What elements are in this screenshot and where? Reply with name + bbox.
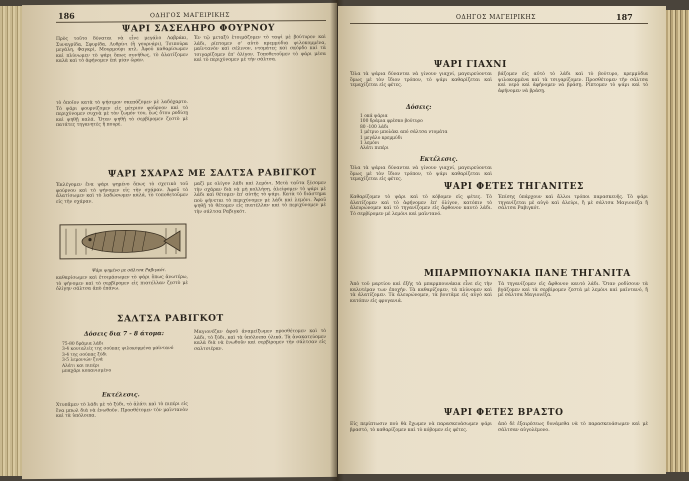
section-title: ΜΠΑΡΜΠΟΥΝΑΚΙΑ ΠΑΝΕ ΤΗΓΑΝΙΤΑ <box>424 269 631 279</box>
ingredient-item: Αλάτι πιπέρι <box>360 146 389 152</box>
ingredient-item: 1 οκά ψάρια <box>360 114 388 119</box>
text-column: Ὅλα τὰ ψάρια δύνανται νὰ γίνουν γιαχνί, μαγειρεύονται ὅμως μὲ τὸν ἴδιον τρόπον, τὸ ψάρι καθαρίζεται καὶ τεμαχίζεται εἰς φέτες. <box>350 72 492 89</box>
text-column: Πρὸς τοῦτο δύναται νὰ εἶνε μεγάλο Λαβράκι, Συναγρίδα, Σφυρίδα, Λυθρίνι (ἢ γουρνάρι), Τσιπούρα μεγάλη, Φαγκρί, Μουρμούρι κτλ. Ἀφοῦ καθαρίσωμεν καὶ πλύνωμεν τὸ ψάρι ὅπως συνήθως, τὸ ἁλατίζομεν καλὰ καὶ τὸ ἀφήνομεν ἐπὶ μίαν ὥραν. <box>56 35 188 65</box>
text-column: Καθαρίζομεν τὸ ψάρι καὶ τὸ κόβομεν εἰς φέτες. Τὸ ἁλατίζομεν καὶ τὸ ἀφήνομεν ἐπ' ὀλίγον, κατόπιν τὸ ἀλευρώνομεν καὶ τὸ τηγανίζομεν εἰς ἄφθονον καυτὸ λάδι. Τὸ σερβίρομεν μὲ λεμόνι καὶ μαϊντανό. <box>350 195 492 217</box>
section-title: ΨΑΡΙ ΦΕΤΕΣ ΒΡΑΣΤΟ <box>444 408 564 418</box>
ingredients-list <box>62 341 173 374</box>
text-column: τὸ ὁποῖον κατὰ τὸ ψήσιμον σκεπάζομεν μὲ λαδόχαρτο. Τὸ ψάρι φουρνίζομεν εἰς μέτριον φοῦρνον καὶ τὸ περιχύνομεν συχνὰ μὲ τὸν ζωμόν του, ἕως ὅτου ροδίσῃ καὶ ψηθῇ καλά. Ὅταν ψηθῇ τὸ σερβίρομεν ζεστὸ μὲ πατάτες τηγανητὲς ἢ πουρέ. <box>56 99 188 129</box>
ingredient-item: 3-4 κουταλιές της σούπας ψιλοκομμένα μαϊντανό <box>62 346 174 353</box>
ingredient-item: Αλάτι και πιπέρι <box>62 363 100 369</box>
text-column: Ὅλα τὰ ψάρια δύνανται νὰ γίνουν γιαχνί, μαγειρεύονται ὅμως μὲ τὸν ἴδιον τρόπον, τὸ ψάρι καθαρίζεται καὶ τεμαχίζεται εἰς φέτες. <box>350 166 492 183</box>
section-title: ΣΑΛΤΣΑ ΡΑΒΙΓΚΟΤ <box>117 313 224 325</box>
portions-subtitle: Δόσεις: <box>406 104 432 111</box>
ingredient-item: 1 μεγάλο κρεμμύδι <box>360 135 403 141</box>
left-page <box>22 3 337 479</box>
left-running-header: ΟΔΗΓΟΣ ΜΑΓΕΙΡΙΚΗΣ <box>150 11 230 20</box>
left-page-number: 186 <box>58 10 75 21</box>
ingredient-item: 1 λεμόνι <box>360 141 380 147</box>
ingredient-item: 100 δράμια φρέσκο βούτυρο <box>360 119 423 125</box>
ingredient-item: 1 μέτριο μπολάκι από σάλτσα ντομάτα <box>360 130 448 136</box>
text-column: Ἐκλέγομεν ἕνα ψάρι ψημένο ὅπως τὸ σχετικὸ τοῦ φούρνου καὶ τὸ ψήνομεν εἰς τὴν σχάραν. Ἀφοῦ τὸ ἁλατίσωμεν καὶ τὸ λαδώσωμεν καλά, τὸ τοποθετοῦμεν εἰς τὴν σχάραν. <box>56 181 188 205</box>
ingredient-item: 3-4 της σούπας ξύδι <box>62 352 107 358</box>
ingredient-item: μπαχάρι κοπανισμένο <box>62 368 112 374</box>
portions-subtitle: Δόσεις δια 7 - 8 άτομα: <box>84 330 164 338</box>
text-column: Τὰ τηγανίζομεν εἰς ἄφθονον καυτὸ λάδι. Ὅταν ροδίσουν τὰ βγάζομεν καὶ τὰ σερβίρομεν ζεστὰ μὲ λεμόνι καὶ μαϊντανό, ἢ μὲ σάλτσα Μαγιονέζα. <box>498 282 648 299</box>
book-page-edges-right <box>666 10 689 472</box>
text-column: μαζὶ με ολίγον λάδι καὶ λεμόνι. Μετὰ ταῦτα ξέσομεν τὴν σχάραν διὰ νὰ μὴ κολλήσῃ, ἀλείφομεν τὸ ψάρι μὲ λάδι καὶ θέτομεν ἐπ' αὐτῆς τὸ ψάρι. Κατὰ τὸ διάστημα ποὺ ψήνεται τὸ περιχύνομεν μὲ λάδι καὶ λεμόνι. Ἀφοῦ ψηθῇ τὸ θέτομεν εἰς πιατέλλαν καὶ τὸ περιχύνομεν μὲ τὴν σάλτσα Ραβιγκότ. <box>194 180 326 215</box>
text-column: ἀπὸ δὲ ἐξαιρέσεως δυνάμεθα νὰ τὸ παρασκευάσωμεν καὶ μὲ σάλτσαν αὐγολέμονο. <box>498 422 648 433</box>
text-column: Χτυπᾶμεν τὸ λάδι μὲ τὸ ξύδι, τὸ ἁλάτι καὶ τὸ πιπέρι εἰς ἕνα μπωλ διὰ νὰ ἑνωθοῦν. Προσθέτομεν τὸν μαϊντανὸν καὶ τὰ ὑπόλοιπα. <box>56 401 188 420</box>
right-running-header: ΟΔΗΓΟΣ ΜΑΓΕΙΡΙΚΗΣ <box>456 14 536 21</box>
method-label: Εκτέλεσις. <box>420 156 458 163</box>
ingredients-list <box>360 114 447 152</box>
header-rule <box>56 20 326 23</box>
figure-caption: Ψάρι ψημένο με σάλτσα Ραβιγκότ. <box>92 267 167 273</box>
right-page <box>338 6 666 474</box>
method-label: Εκτέλεσις. <box>102 391 140 399</box>
text-column: Μαγιονέζαν ἀφοῦ ἀναμείξωμεν προσθέτομεν καὶ τὸ λάδι, τὸ ξύδι, καὶ τὰ ὑπόλοιπα ὑλικά. Τὰ ἀνακατεύομεν καλὰ διὰ νὰ ἑνωθοῦν καὶ σερβίρομεν τὴν σάλτσαν εἰς σαλτσιέραν. <box>194 328 326 352</box>
ingredient-item: 3-5 λεμονιών ξινά <box>62 357 103 364</box>
header-rule <box>350 23 648 24</box>
fish-on-grill-illustration <box>56 216 190 267</box>
text-column: Εἰς περίπτωσιν ποὺ θὰ ἔχωμεν νὰ παρασκευάσωμεν ψάρι βραστό, τὸ καθαρίζομεν καὶ τὸ κόβομεν εἰς φέτες. <box>350 422 492 433</box>
section-title: ΨΑΡΙ ΣΧΑΡΑΣ ΜΕ ΣΑΛΤΣΑ ΡΑΒΙΓΚΟΤ <box>108 168 317 180</box>
ingredient-item: 80 -100 λάδι <box>360 124 389 130</box>
section-title: ΨΑΡΙ ΓΙΑΧΝΙ <box>434 60 507 70</box>
book-page-edges-left <box>0 6 22 476</box>
text-column: Ἐν τῷ μεταξὺ ἑτοιμάζομεν τὸ ταψὶ μὲ βούτυρον καὶ λάδι, ρίπτομεν σ' αὐτὸ κρεμμύδια ψιλοκομμένα, μαϊντανὸν καὶ σέλινον, ντομάτες καὶ σκόρδο καὶ τὰ τσιγαρίζομεν ἐπ' ὀλίγον. Τοποθετοῦμεν τὸ ψάρι μέσα καὶ τὸ περιχύνομεν μὲ τὴν σάλτσα. <box>194 34 326 64</box>
text-column: Ἐπίσης ὑπάρχουν καὶ ἄλλοι τρόποι παρασκευῆς. Τὸ ψάρι τηγανίζεται μὲ αὐγὸ καὶ ἀλεύρι, ἢ μὲ σάλτσα Μαγιονέζα ἢ σάλτσα Ραβιγκότ. <box>498 195 648 212</box>
section-title: ΨΑΡΙ ΣΑΣΕΛΗΡΟ ΦΟΥΡΝΟΥ <box>122 23 276 35</box>
text-column: Ἀπὸ τοῦ μαρτίου καὶ ἑξῆς τὰ μπαρμπουνάκια εἶνε εἰς τὴν καλυτέραν των ἐποχήν. Τὰ καθαρίζομεν, τὰ πλύνομεν καὶ τὰ ἁλατίζομεν. Τὰ ἀλευρώνομεν, τὰ βουτᾶμε εἰς αὐγὸ καὶ κατόπιν εἰς φρυγανιά. <box>350 282 492 304</box>
text-column: βάζομεν εἰς αὐτὸ τὸ λάδι καὶ τὸ βούτυρο, κρεμμύδια ψιλοκομμένα καὶ τὰ τσιγαρίζομεν. Προσθέτομεν τὴν σάλτσα καὶ νερὸ καὶ ἀφήνομεν νὰ βράσῃ. Ρίπτομεν τὸ ψάρι καὶ τὸ ἀφήνομεν νὰ βράσῃ. <box>498 72 648 94</box>
text-column: καθαρίσωμεν καὶ ἑτοιμάσωμεν τὸ ψάρι ὅπως ἀνωτέρω, τὸ ψήνομεν καὶ τὸ σερβίρομεν εἰς πιατέλλαν ζεστὸ μὲ ὀλίγην σάλτσα ἀπὸ ἐπάνω. <box>56 274 188 293</box>
section-title: ΨΑΡΙ ΦΕΤΕΣ ΤΗΓΑΝΙΤΕΣ <box>444 182 584 192</box>
right-page-number: 187 <box>616 12 633 22</box>
ingredient-item: 75-80 δράμια λάδι <box>62 341 104 347</box>
